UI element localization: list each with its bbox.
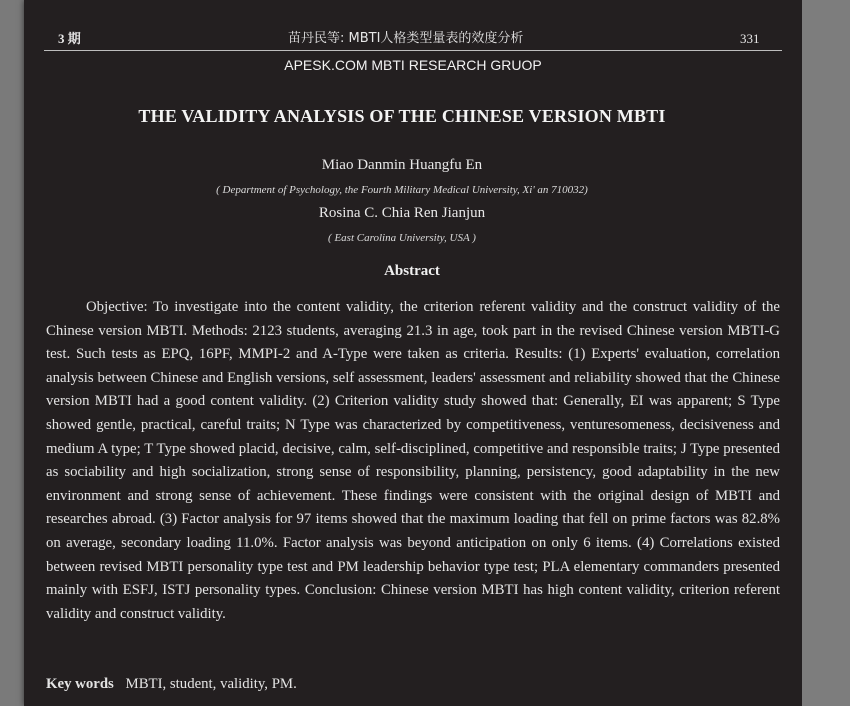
document-page <box>24 0 802 706</box>
abstract-heading: Abstract <box>384 263 440 279</box>
keywords-label: Key words <box>46 676 114 692</box>
keywords-values: MBTI, student, validity, PM. <box>125 676 297 692</box>
watermark-text: APESK.COM MBTI RESEARCH GRUOP <box>284 57 542 73</box>
authors-line-2: Rosina C. Chia Ren Jianjun <box>318 205 486 221</box>
paper-title: THE VALIDITY ANALYSIS OF THE CHINESE VERSION MBTI <box>138 106 666 126</box>
page-number: 331 <box>740 31 760 46</box>
abstract-body: Objective: To investigate into the content validity, the criterion referent validity and the construct validity of the Chinese version MBTI. Methods: 2123 students, averaging 21.3 in age, took part in the revised Chinese version MBTI-G test. Such tests as EPQ, 16PF, MMPI-2 and A-Type were taken as criteria. Results: (1) Experts' evaluation, correlation analysis between Chinese and English versions, self assessment, leaders' assessment and reliability showed that the Chinese version MBTI had a good content validity. (2) Criterion validity study showed that: Generally, EI was apparent; S Type showed gentle, practical, careful traits; N Type was characterized by competitiveness, venturesomeness, decisiveness and medium A type; T Type showed placid, decisive, calm, self-disciplined, competitive and responsible traits; J Type presented as sociability and high socialization, strong sense of responsibility, planning, persistency, good adaptability in the new environment and strong sense of achievement. These findings were consistent with the original design of MBTI and researches abroad. (3) Factor analysis for 97 items showed that the maximum loading that fell on prime factors was 82.8% on average, secondary loading 11.0%. Factor analysis was beyond anticipation on only 6 items. (4) Correlations existed between revised MBTI personality type test and PM leadership behavior type test; PLA elementary commanders presented mainly with ESFJ, ISTJ personality types. Conclusion: Chinese version MBTI has high content validity, criterion referent validity and construct validity. <box>46 299 780 622</box>
running-title: 苗丹民等: MBTI人格类型量表的效度分析 <box>288 31 524 46</box>
authors-line-1: Miao Danmin Huangfu En <box>321 157 483 173</box>
keywords-line <box>46 676 297 693</box>
issue-number: 3 期 <box>58 31 81 46</box>
affiliation-line-1: ( Department of Psychology, the Fourth Military Medical University, Xi' an 710032) <box>216 184 588 196</box>
viewer-margin-right <box>802 0 850 706</box>
header-rule <box>44 50 782 51</box>
affiliation-line-2: ( East Carolina University, USA ) <box>328 232 476 244</box>
